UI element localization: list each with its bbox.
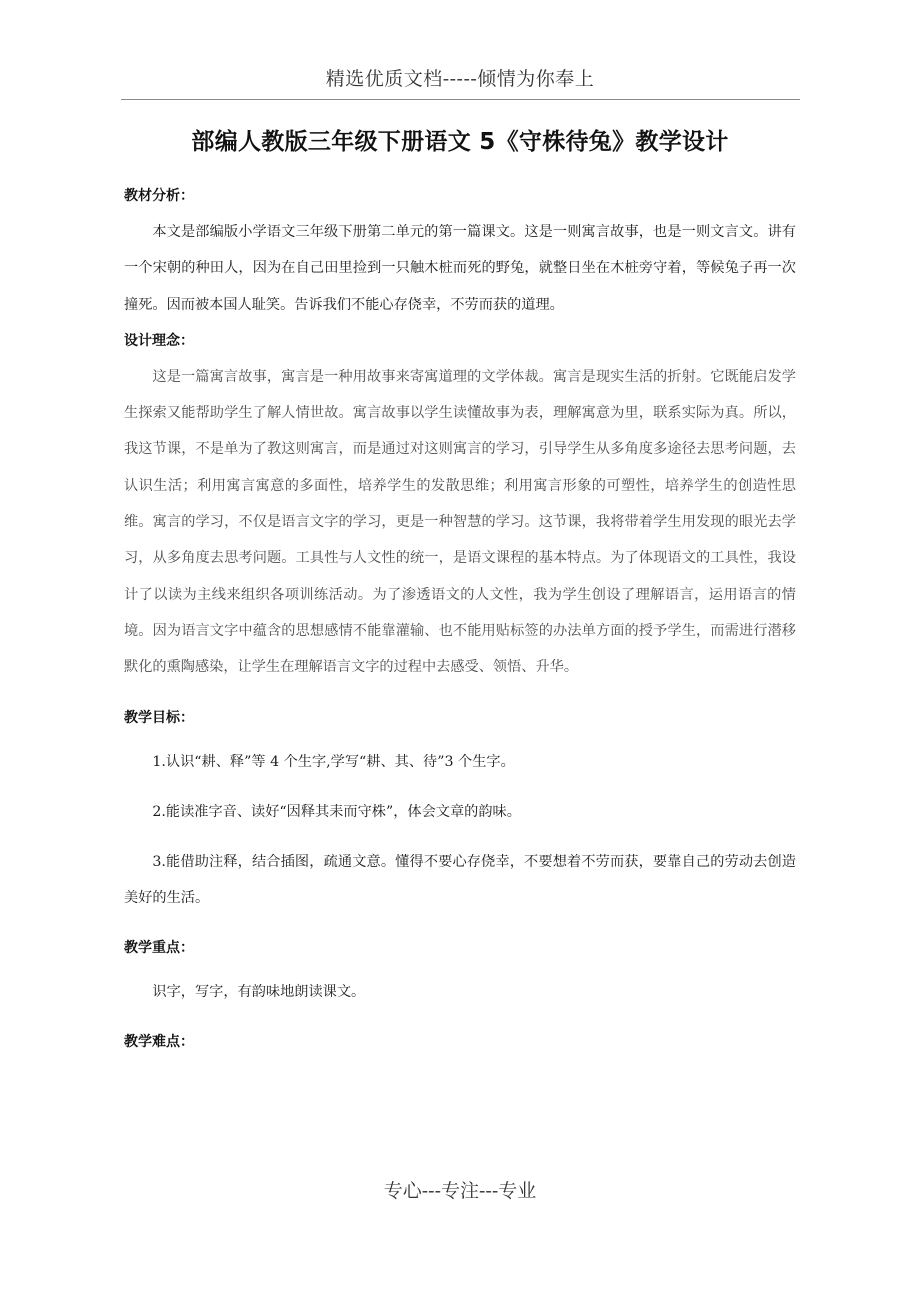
section-heading-analysis: 教材分析：	[124, 188, 194, 204]
header-divider	[121, 99, 800, 100]
section-heading-difficulties: 教学难点：	[124, 1033, 194, 1050]
document-body	[124, 178, 796, 1060]
goal-item-2: 2.能读准字音、读好“因释其耒而守株”，体会文章的韵味。	[152, 803, 521, 820]
section-heading-goals: 教学目标：	[124, 709, 194, 726]
goal-item-3: 3.能借助注释，结合插图，疏通文意。懂得不要心存侥幸，不要想着不劳而获，要靠自己的劳动去创造美好的生活。	[124, 853, 796, 906]
section-body-analysis: 本文是部编版小学语文三年级下册第二单元的第一篇课文。这是一则寓言故事，也是一则文言文。讲有一个宋朝的种田人，因为在自己田里捡到一只触木桩而死的野兔，就整日坐在木桩旁守着，等候兔子再一次撞死。因而被本国人耻笑。告诉我们不能心存侥幸，不劳而获的道理。	[124, 224, 796, 313]
page-header: 精选优质文档-----倾情为你奉上	[325, 68, 595, 90]
page-footer: 专心---专注---专业	[383, 1180, 537, 1202]
section-heading-key-points: 教学重点：	[124, 939, 194, 956]
section-body-key-points: 识字，写字，有韵味地朗读课文。	[152, 983, 366, 1000]
goal-item-1: 1.认识“耕、释”等 4 个生字,学写“耕、其、待”3 个生字。	[152, 753, 515, 770]
document-title: 部编人教版三年级下册语文 5《守株待兔》教学设计	[191, 129, 729, 155]
section-body-concept: 这是一篇寓言故事，寓言是一种用故事来寄寓道理的文学体裁。寓言是现实生活的折射。它既能启发学生探索又能帮助学生了解人情世故。寓言故事以学生读懂故事为表，理解寓意为里，联系实际为真。所以，我这节课，不是单为了教这则寓言，而是通过对这则寓言的学习，引导学生从多角度多途径去思考问题，去认识生活；利用寓言寓意的多面性，培养学生的发散思维；利用寓言形象的可塑性，培养学生的创造性思维。寓言的学习，不仅是语言文字的学习，更是一种智慧的学习。这节课，我将带着学生用发现的眼光去学习，从多角度去思考问题。工具性与人文性的统一，是语文课程的基本特点。为了体现语文的工具性，我设计了以读为主线来组织各项训练活动。为了渗透语文的人文性，我为学生创设了理解语言，运用语言的情境。因为语言文字中蕴含的思想感情不能靠灌输、也不能用贴标签的办法单方面的授予学生，而需进行潜移默化的熏陶感染，让学生在理解语言文字的过程中去感受、领悟、升华。	[124, 368, 796, 676]
section-heading-concept: 设计理念：	[124, 332, 194, 349]
